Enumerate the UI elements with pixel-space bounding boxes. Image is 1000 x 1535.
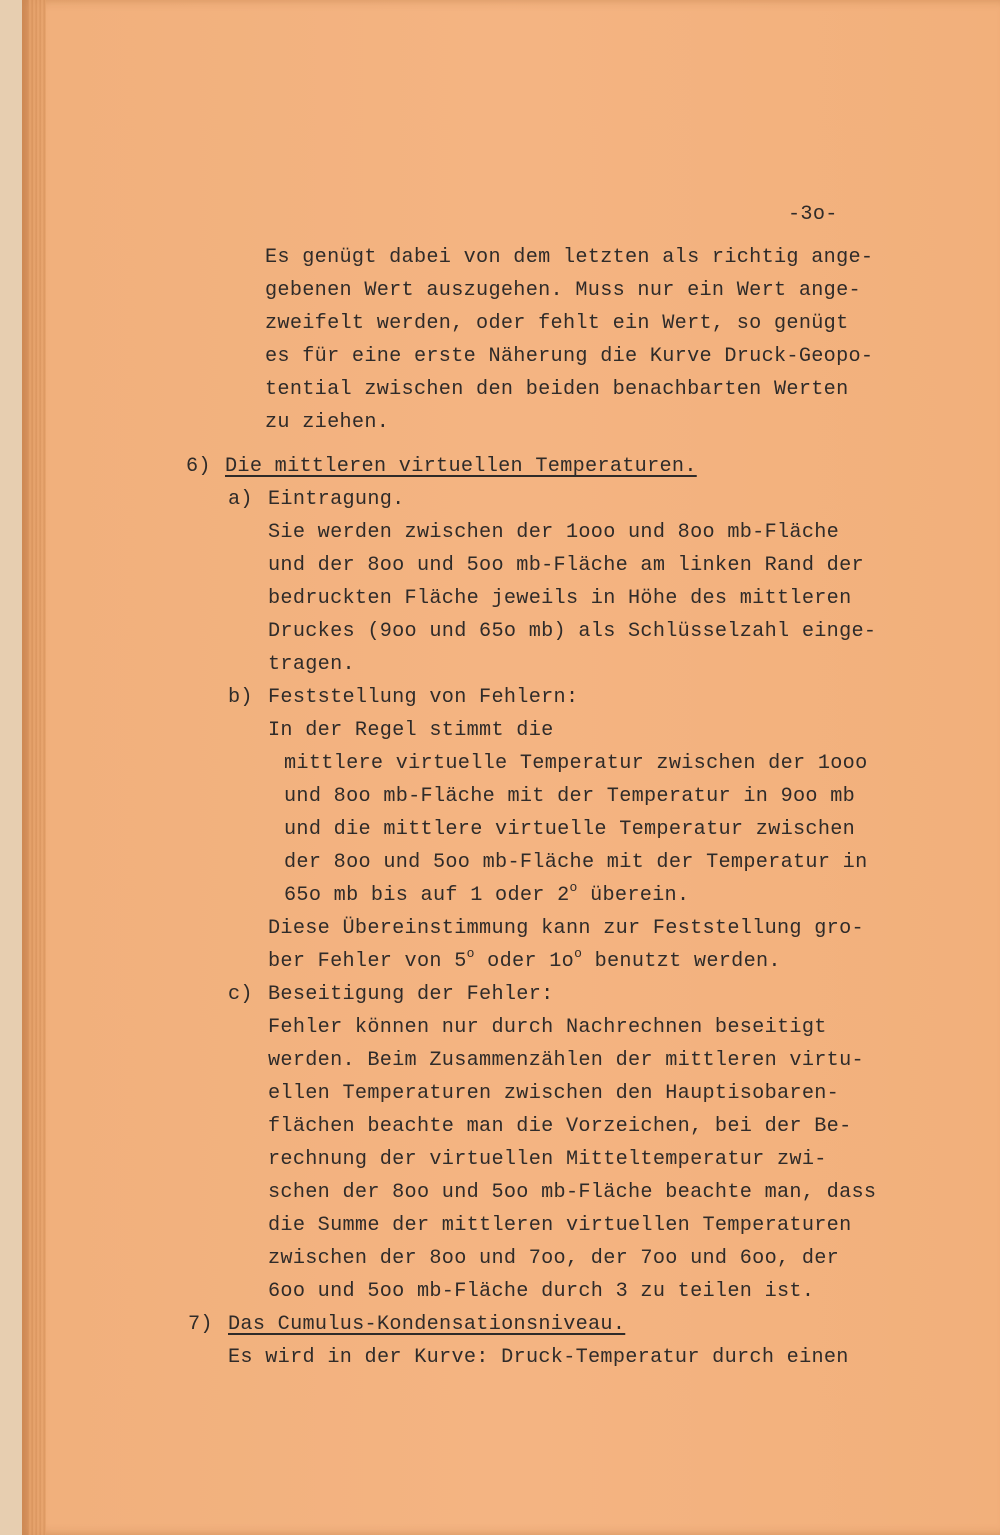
subsection-b-degree-line	[268, 946, 781, 974]
section-7-line: Es wird in der Kurve: Druck-Temperatur durch einen	[228, 1346, 849, 1369]
subsection-b-line: mittlere virtuelle Temperatur zwischen der 1ooo	[284, 752, 868, 775]
degree-sign: o	[574, 946, 583, 961]
subsection-b-degree-line	[284, 880, 690, 908]
degree-line-text: überein.	[577, 884, 690, 907]
subsection-c-line: ellen Temperaturen zwischen den Hauptisobaren-	[268, 1082, 840, 1105]
intro-line: zweifelt werden, oder fehlt ein Wert, so genügt	[265, 312, 849, 335]
subsection-c-line: Fehler können nur durch Nachrechnen beseitigt	[268, 1016, 827, 1039]
subsection-b-line: der 8oo und 5oo mb-Fläche mit der Temperatur in	[284, 851, 868, 874]
degree-line-text: 65o mb bis auf 1 oder 2	[284, 884, 570, 907]
degree-line-text: ber Fehler von 5	[268, 950, 467, 973]
degree-line-text: benutzt werden.	[582, 950, 781, 973]
subsection-a-title: Eintragung.	[268, 488, 405, 511]
subsection-a-label: a)	[228, 488, 253, 511]
subsection-a-line: und der 8oo und 5oo mb-Fläche am linken Rand der	[268, 554, 864, 577]
intro-line: gebenen Wert auszugehen. Muss nur ein Wert ange-	[265, 279, 861, 302]
section-6-number: 6)	[186, 455, 211, 478]
section-6-title: Die mittleren virtuellen Temperaturen.	[225, 455, 697, 478]
subsection-b-line: In der Regel stimmt die	[268, 719, 554, 742]
subsection-b-line: und 8oo mb-Fläche mit der Temperatur in 9oo mb	[284, 785, 856, 808]
subsection-c-line: werden. Beim Zusammenzählen der mittleren virtu-	[268, 1049, 864, 1072]
subsection-c-line: zwischen der 8oo und 7oo, der 7oo und 6oo, der	[268, 1247, 840, 1270]
subsection-a-line: bedruckten Fläche jeweils in Höhe des mittleren	[268, 587, 852, 610]
page-number: -3o-	[788, 203, 838, 226]
degree-sign: o	[569, 880, 578, 895]
intro-line: tential zwischen den beiden benachbarten Werten	[265, 378, 849, 401]
subsection-c-line: rechnung der virtuellen Mitteltemperatur zwi-	[268, 1148, 827, 1171]
subsection-c-label: c)	[228, 983, 253, 1006]
subsection-c-title: Beseitigung der Fehler:	[268, 983, 554, 1006]
degree-sign: o	[466, 946, 475, 961]
paper-stack-edge	[28, 0, 46, 1535]
subsection-a-line: Sie werden zwischen der 1ooo und 8oo mb-Fläche	[268, 521, 840, 544]
section-7-number: 7)	[188, 1313, 213, 1336]
subsection-c-line: 6oo und 5oo mb-Fläche durch 3 zu teilen ist.	[268, 1280, 815, 1303]
subsection-c-line: schen der 8oo und 5oo mb-Fläche beachte man, dass	[268, 1181, 877, 1204]
subsection-b-line: Diese Übereinstimmung kann zur Feststellung gro-	[268, 917, 864, 940]
intro-line: es für eine erste Näherung die Kurve Druck-Geopo-	[265, 345, 874, 368]
degree-line-text: oder 1o	[474, 950, 575, 973]
subsection-a-line: tragen.	[268, 653, 355, 676]
section-7-title: Das Cumulus-Kondensationsniveau.	[228, 1313, 626, 1336]
subsection-b-label: b)	[228, 686, 253, 709]
subsection-c-line: die Summe der mittleren virtuellen Temperaturen	[268, 1214, 852, 1237]
subsection-c-line: flächen beachte man die Vorzeichen, bei der Be-	[268, 1115, 852, 1138]
subsection-b-title: Feststellung von Fehlern:	[268, 686, 579, 709]
subsection-a-line: Druckes (9oo und 65o mb) als Schlüsselzahl einge-	[268, 620, 877, 643]
intro-line: Es genügt dabei von dem letzten als richtig ange-	[265, 246, 874, 269]
subsection-b-line: und die mittlere virtuelle Temperatur zwischen	[284, 818, 856, 841]
intro-line: zu ziehen.	[265, 411, 390, 434]
